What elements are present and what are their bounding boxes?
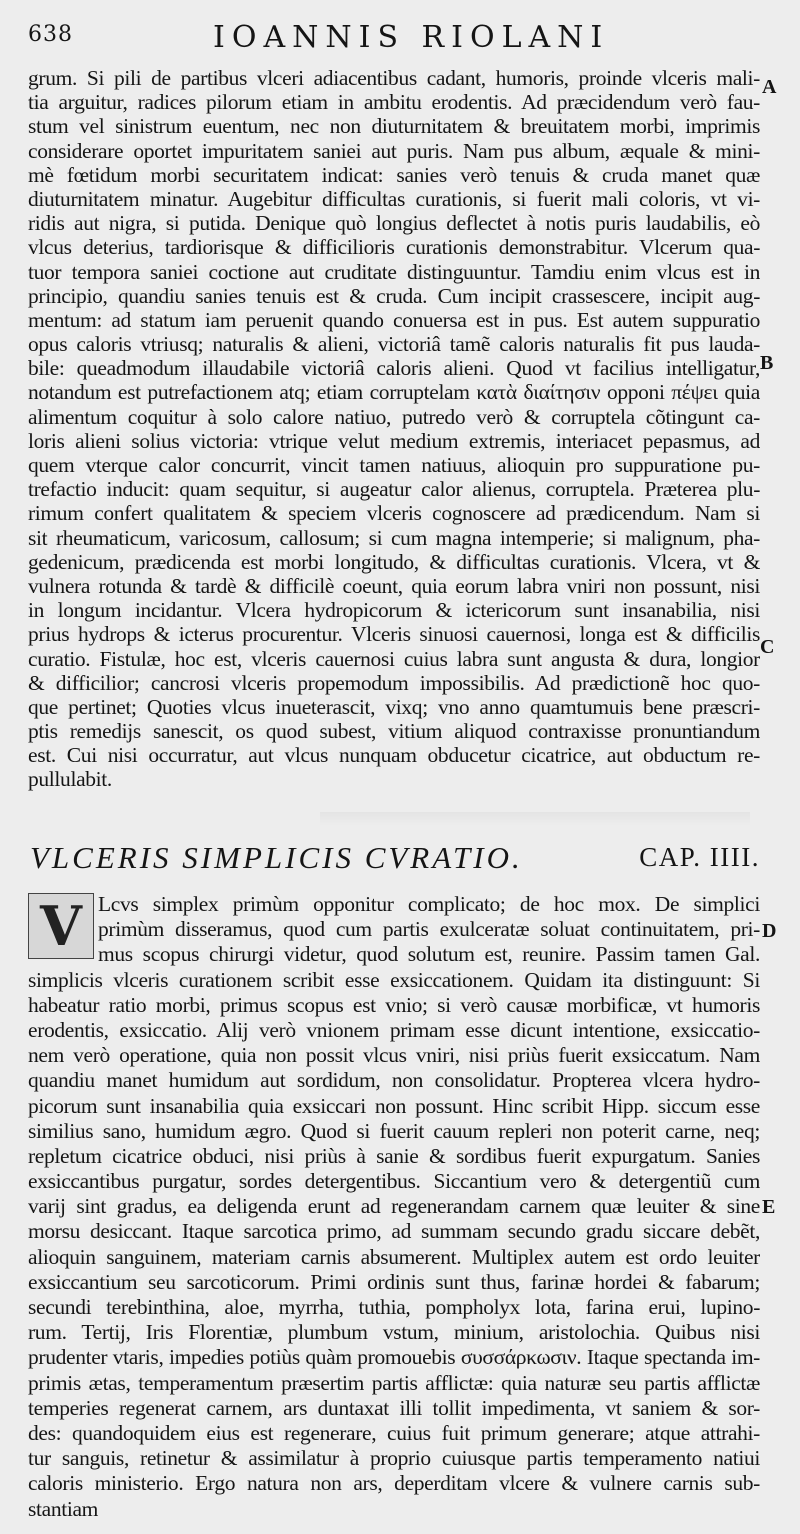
text-line: stum vel sinistrum euentum, nec non diuturnitatem & breuitatem morbi, imprimis xyxy=(28,114,760,139)
show-through-stain xyxy=(320,812,750,826)
text-line: tuor tempora saniei coctione aut cruditate distinguuntur. Tamdiu enim vlcus est in xyxy=(28,259,760,284)
text-line: vlcus deterius, tardiorisque & difficilioris curationis demonstrabitur. Vlcerum qua- xyxy=(28,235,760,260)
text-line: picorum sunt insanabilia quia exsiccari non possunt. Hinc scribit Hipp. siccum esse xyxy=(28,1093,760,1118)
text-line: trefactio inducit: quam sequitur, si augeatur calor alienus, corruptela. Præterea plu- xyxy=(28,477,760,502)
margin-letter-b: B xyxy=(760,352,774,374)
text-line: habeatur ratio morbi, primus scopus est vnio; si verò causæ morbificæ, vt humoris xyxy=(28,992,760,1017)
chapter-heading xyxy=(30,840,760,876)
running-head: IOANNIS RIOLANI xyxy=(213,20,610,55)
text-line: loris alieni solius victoria: vtrique velut medium extremis, interiacet pepasmus, ad xyxy=(28,428,760,453)
text-line: rimum confert qualitatem & speciem vlceris cognoscere ad prædicendum. Nam si xyxy=(28,501,760,526)
text-line: notandum est putrefactionem atq; etiam corruptelam κατὰ διαίτησιν opponi πέψει quia xyxy=(28,380,760,405)
text-line: diuturnitatem minatur. Augebitur difficultas curationis, si fuerit mali coloris, vt vi- xyxy=(28,186,760,211)
text-line: opus caloris vtriusq; naturalis & alieni, victoriâ tamẽ caloris naturalis fit pus lauda- xyxy=(28,332,760,357)
text-line: stantiam xyxy=(28,1496,99,1521)
text-line: mentum: ad statum iam peruenit quando conuersa est in pus. Est autem suppuratio xyxy=(28,307,760,332)
text-line: repletum cicatrice obduci, nisi priùs à sanie & sordibus fuerit expurgatum. Sanies xyxy=(28,1143,760,1168)
text-line: varij sint gradus, ea deligenda erunt ad regenerandam carnem quæ leuiter & sine xyxy=(28,1194,760,1219)
page-header xyxy=(28,22,768,56)
text-line: erodentis, exsiccatio. Alij verò vnionem primam esse dicunt intentione, exsiccatio- xyxy=(28,1017,760,1042)
text-line: sit rheumaticum, varicosum, callosum; si cum magna intemperie; si malignum, pha- xyxy=(28,525,760,550)
text-line: ridis aut nigra, si putida. Denique quò longius deflectet à notis puris laudabilis, eò xyxy=(28,211,760,236)
page-number: 638 xyxy=(28,22,73,47)
text-line: mus scopus chirurgi videtur, quod solutum est, reunire. Passim tamen Gal. xyxy=(98,942,760,967)
text-line: que pertinet; Quoties vlcus inueterascit, vixq; vno anno quamtumuis bene præscri- xyxy=(28,694,760,719)
text-line: tur sanguis, retinetur & assimilatur à proprio cuiusque partis temperamento natiui xyxy=(28,1446,760,1471)
margin-letter-a: A xyxy=(762,76,777,98)
text-line: gedenicum, prædicenda est morbi longitudo, & difficultas curationis. Vlcera, vt & xyxy=(28,549,760,574)
text-line: bile: queadmodum illaudabile victoriâ caloris alieni. Quod vt facilius intelligatur, xyxy=(28,356,760,381)
paragraph-curatio xyxy=(28,892,760,1522)
text-line: est. Cui nisi occurratur, aut vlcus nunquam obducetur cicatrice, aut obductum re- xyxy=(28,743,760,768)
margin-letter-d: D xyxy=(762,920,777,942)
text-line: temperies regenerat carnem, ars duntaxat illi tollit impedimenta, vt saniem & sor- xyxy=(28,1395,760,1420)
text-line: prudenter vtaris, impedies potiùs quàm promouebis συσσάρκωσιν. Itaque spectanda im- xyxy=(28,1345,760,1370)
text-line: considerare oportet impuritatem saniei aut puris. Nam pus album, æquale & mini- xyxy=(28,138,760,163)
text-line: curatio. Fistulæ, hoc est, vlceris cauernosi cuius labra sunt angusta & dura, longior xyxy=(28,646,760,671)
text-line: mè fœtidum morbi securitatem indicat: sanies verò tenuis & cruda manet quæ xyxy=(28,162,760,187)
drop-cap-letter: V xyxy=(40,894,82,958)
text-line: tia arguitur, radices pilorum etiam in ambitu erodentis. Ad præcidendum verò fau- xyxy=(28,90,760,115)
text-line: des: quandoquidem eius est regenerare, cuius fuit primum generare; atque attrahi- xyxy=(28,1420,760,1445)
text-line: & difficilior; cancrosi vlceris propemodum impossibilis. Ad prædictionẽ hoc quo- xyxy=(28,670,760,695)
chapter-title: VLCERIS SIMPLICIS CVRATIO. xyxy=(30,840,523,875)
text-line: Lcvs simplex primùm opponitur complicato; de hoc mox. De simplici xyxy=(98,892,760,916)
text-line: pullulabit. xyxy=(28,767,112,792)
margin-letter-e: E xyxy=(762,1196,776,1218)
text-line: rum. Tertij, Iris Florentiæ, plumbum vstum, minium, aristolochia. Quibus nisi xyxy=(28,1320,760,1345)
text-line: vulnera rotunda & tardè & difficilè coeunt, quia eorum labra vniri non possunt, nisi xyxy=(28,573,760,598)
text-line: morsu desiccant. Itaque sarcotica primo, ad summam secundo gradu siccare debẽt, xyxy=(28,1219,760,1244)
text-line: alioquin sanguinem, materiam carnis absumerent. Multiplex autem est ordo leuiter xyxy=(28,1244,760,1269)
text-line: primùm disseramus, quod cum partis exulceratæ soluat continuitatem, pri- xyxy=(98,917,760,942)
margin-letter-c: C xyxy=(760,636,775,658)
text-line: grum. Si pili de partibus vlceri adiacentibus cadant, humoris, proinde vlceris mali- xyxy=(28,66,760,90)
text-line: exsiccantium seu sarcoticorum. Primi ordinis sunt thus, farinæ hordei & fabarum; xyxy=(28,1269,760,1294)
text-line: alimentum coquitur à solo calore natiuo, putredo verò & corruptela cõtingunt ca- xyxy=(28,404,760,429)
text-line: prius hydrops & icterus procurentur. Vlceris sinuosi cauernosi, longa est & difficilis xyxy=(28,622,760,647)
text-line: quandiu manet humidum aut sordidum, non consolidatur. Propterea vlcera hydro- xyxy=(28,1068,760,1093)
paragraph-prognosis xyxy=(28,66,760,792)
chapter-number: CAP. IIII. xyxy=(639,842,760,872)
text-line: in longum incidantur. Vlcera hydropicorum & ictericorum sunt insanabilia, nisi xyxy=(28,598,760,623)
text-line: secundi terebinthina, aloe, myrrha, tuthia, pompholyx lota, farina erui, lupino- xyxy=(28,1295,760,1319)
text-line: primis ætas, temperamentum præsertim partis afflictæ: quia naturæ seu partis afflictæ xyxy=(28,1370,760,1395)
text-line: caloris ministerio. Ergo natura non ars, deperditam vlcere & vulnere carnis sub- xyxy=(28,1471,760,1496)
text-line: principio, quandiu sanies tenuis est & cruda. Cum incipit crassescere, incipit aug- xyxy=(28,283,760,308)
text-line: similius sano, humidum ægro. Quod si fuerit cauum repleri non poterit carne, neq; xyxy=(28,1118,760,1143)
text-line: quem vterque calor concurrit, vincit tamen natiuus, alioquin pro suppuratione pu- xyxy=(28,453,760,477)
text-line: nem verò operatione, quia non possit vlcus vniri, nisi priùs fuerit exsiccatum. Nam xyxy=(28,1043,760,1068)
text-line: ptis remedijs sanescit, os quod subest, vitium aliquod contraxisse pronuntiandum xyxy=(28,719,760,744)
text-line: simplicis vlceris curationem scribit esse exsiccationem. Quidam ita distinguunt: Si xyxy=(28,967,760,992)
text-line: exsiccantibus purgatur, sordes detergentibus. Siccantium vero & detergentiũ cum xyxy=(28,1169,760,1194)
